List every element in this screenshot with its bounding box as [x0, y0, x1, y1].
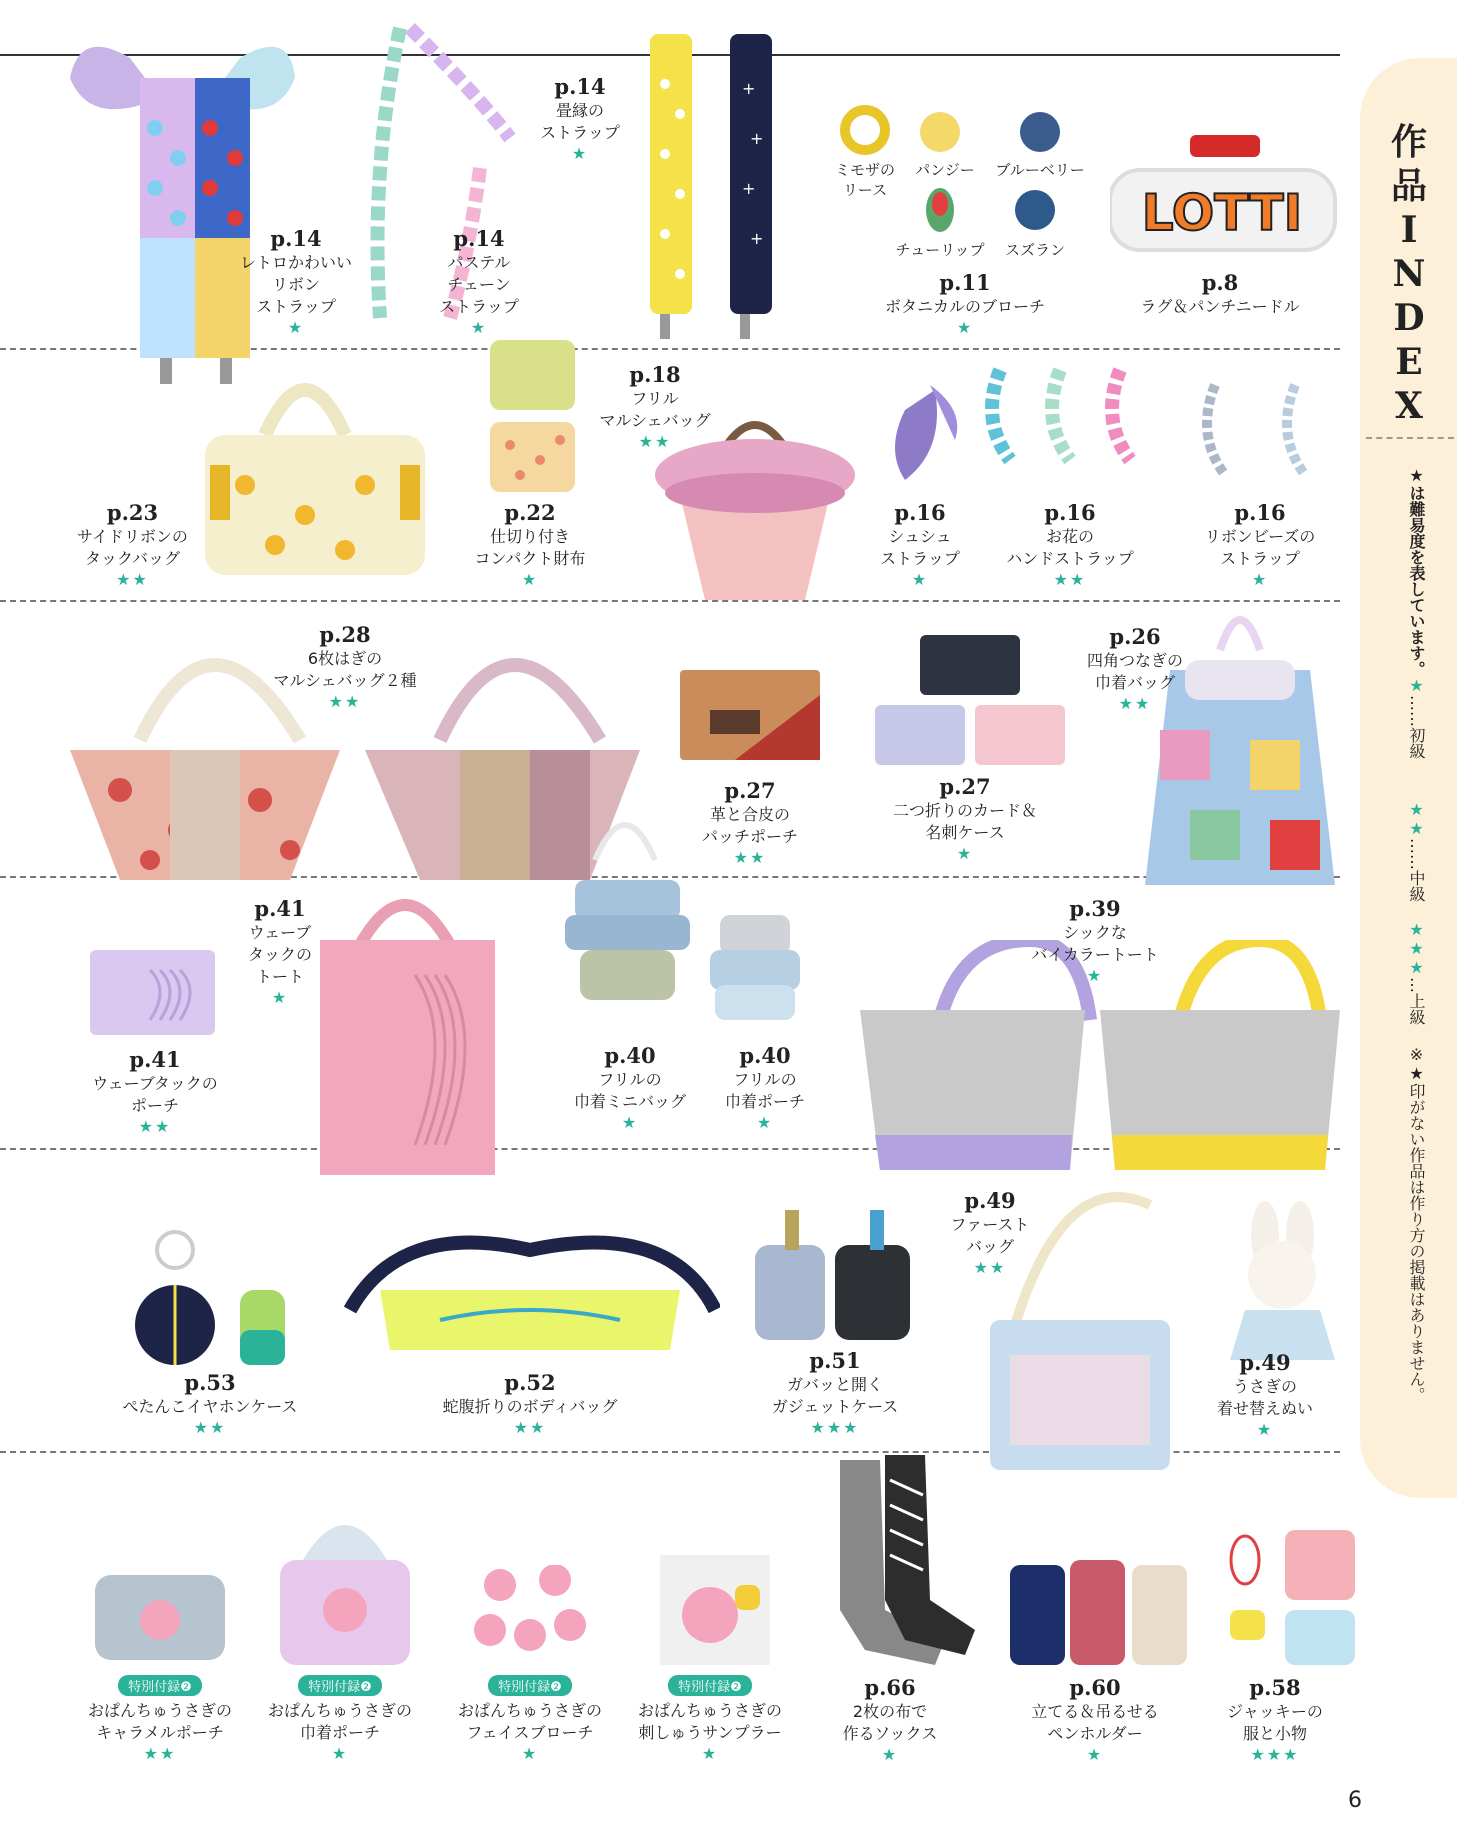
level-advanced: ★★★…上級	[1407, 920, 1426, 1025]
item-title: シックな バイカラートート	[1031, 923, 1159, 964]
card-case-image	[875, 635, 1075, 770]
item-page: p.40	[604, 1043, 656, 1068]
difficulty-stars: ★	[331, 1744, 349, 1763]
difficulty-stars: ★★	[973, 1258, 1007, 1277]
difficulty-stars: ★	[911, 570, 929, 589]
item-compact-wallet[interactable]	[460, 500, 600, 590]
item-drawstring-pouch[interactable]	[260, 1675, 420, 1764]
item-rug-punch-needle[interactable]	[1120, 270, 1320, 318]
item-caramel-pouch[interactable]	[80, 1675, 240, 1764]
brooch-label-blueberry: ブルーベリー	[995, 161, 1085, 179]
difficulty-stars: ★★	[638, 432, 672, 451]
item-page: p.26	[1109, 624, 1161, 649]
item-tatami-strap[interactable]	[528, 74, 632, 164]
difficulty-stars: ★★	[1118, 694, 1152, 713]
level-intermediate: ★★……中級	[1407, 800, 1426, 902]
item-title: フリルの 巾着ポーチ	[724, 1070, 805, 1111]
item-page: p.16	[1044, 500, 1096, 525]
item-embroidery-sampler[interactable]	[625, 1675, 795, 1764]
flower-hand-strap-image	[980, 360, 1160, 500]
difficulty-stars: ★★	[513, 1418, 547, 1437]
ribbon-bead-strap-image	[1195, 375, 1345, 495]
item-title: 革と合皮の パッチポーチ	[701, 805, 798, 846]
item-page: p.41	[129, 1047, 181, 1072]
difficulty-stars: ★	[701, 1744, 719, 1763]
item-title: おぱんちゅうさぎの 巾着ポーチ	[267, 1701, 412, 1742]
item-title: フリル マルシェバッグ	[599, 389, 711, 430]
item-gadget-case[interactable]	[755, 1348, 915, 1438]
item-face-brooch[interactable]	[450, 1675, 610, 1764]
item-page: p.8	[1201, 270, 1239, 295]
item-pen-holder[interactable]	[1010, 1675, 1180, 1765]
pen-holder-image	[1010, 1550, 1190, 1665]
wave-tuck-pouch-image	[90, 950, 220, 1040]
bellows-body-bag-image	[340, 1230, 720, 1360]
item-page: p.14	[554, 74, 606, 99]
difficulty-stars: ★★★	[1250, 1745, 1300, 1764]
two-fabric-socks-image	[825, 1450, 980, 1675]
item-title: おぱんちゅうさぎの キャラメルポーチ	[87, 1701, 232, 1742]
tatami-strap-image	[620, 24, 800, 344]
item-side-ribbon-tuck-bag[interactable]	[65, 500, 200, 590]
item-page: p.41	[254, 896, 306, 921]
item-title: フリルの 巾着ミニバッグ	[573, 1070, 686, 1111]
svg-text:+: +	[742, 179, 756, 198]
item-botanical-brooch[interactable]	[860, 270, 1070, 338]
difficulty-stars: ★	[1086, 966, 1104, 985]
item-title: ボタニカルのブローチ	[884, 297, 1045, 316]
supplement-badge: 特別付録❷	[298, 1675, 382, 1696]
drawstring-pouch-image	[270, 1505, 420, 1670]
difficulty-stars: ★★	[193, 1418, 227, 1437]
item-page: p.14	[270, 226, 322, 251]
item-frill-marche-bag[interactable]	[590, 362, 720, 452]
item-title: おぱんちゅうさぎの フェイスブローチ	[457, 1701, 602, 1742]
frill-drawstring-pouch-image	[700, 915, 810, 1025]
item-page: p.16	[1234, 500, 1286, 525]
item-first-bag[interactable]	[935, 1188, 1045, 1278]
difficulty-stars: ★	[1256, 1420, 1274, 1439]
item-title: ファースト バッグ	[950, 1215, 1030, 1256]
retro-ribbon-strap-image	[60, 18, 300, 398]
difficulty-stars: ★★	[116, 570, 149, 589]
item-page: p.66	[864, 1675, 916, 1700]
item-title: おぱんちゅうさぎの 刺しゅうサンプラー	[637, 1701, 782, 1742]
item-ribbon-bead-strap[interactable]	[1185, 500, 1335, 590]
item-title: 蛇腹折りのボディバッグ	[442, 1397, 618, 1416]
item-card-case[interactable]	[880, 774, 1050, 864]
item-scrunchie-strap[interactable]	[870, 500, 970, 590]
item-title: 二つ折りのカード＆ 名刺ケース	[892, 801, 1037, 842]
item-title: パステル チェーン ストラップ	[439, 253, 519, 316]
item-frill-drawstring-mini-bag[interactable]	[560, 1043, 700, 1133]
difficulty-stars: ★	[470, 318, 488, 337]
difficulty-stars: ★	[521, 570, 539, 589]
difficulty-stars: ★★★	[810, 1418, 860, 1437]
side-ribbon-tuck-bag-image	[195, 345, 435, 585]
difficulty-stars: ★	[571, 144, 589, 163]
item-title: ラグ＆パンチニードル	[1140, 297, 1300, 316]
item-page: p.52	[504, 1370, 556, 1395]
caramel-pouch-image	[95, 1565, 225, 1665]
svg-text:+: +	[750, 229, 764, 248]
difficulty-stars: ★★	[328, 692, 362, 711]
item-page: p.27	[724, 778, 776, 803]
item-page: p.11	[939, 270, 991, 295]
item-title: ウェーブ タックの トート	[247, 923, 312, 986]
frill-drawstring-mini-bag-image	[555, 810, 700, 1010]
item-page: p.53	[184, 1370, 236, 1395]
brooch-label-lily: スズラン	[1004, 241, 1065, 259]
item-page: p.23	[106, 500, 159, 525]
item-retro-ribbon-strap[interactable]	[228, 226, 364, 338]
item-title: お花の ハンドストラップ	[1006, 527, 1134, 568]
item-page: p.27	[939, 774, 991, 799]
item-title: 畳縁の ストラップ	[540, 101, 620, 142]
item-title: 2枚の布で 作るソックス	[842, 1702, 938, 1743]
item-dress-up-bunny[interactable]	[1195, 1350, 1335, 1440]
difficulty-stars: ★	[271, 988, 289, 1007]
item-title: サイドリボンの タックバッグ	[77, 527, 188, 568]
brooch-label-pansy: パンジー	[915, 161, 975, 179]
item-title: レトロかわいい リボン ストラップ	[239, 253, 352, 316]
scrunchie-strap-image	[885, 370, 975, 495]
item-page: p.51	[809, 1348, 861, 1373]
lotti-rug-image	[1110, 130, 1340, 260]
difficulty-stars: ★	[287, 318, 305, 337]
item-square-patch-drawstring-bag[interactable]	[1070, 624, 1200, 714]
item-page: p.22	[504, 500, 556, 525]
item-title: うさぎの 着せ替えぬい	[1216, 1377, 1313, 1418]
difficulty-stars: ★	[1086, 1745, 1104, 1764]
item-page: p.14	[453, 226, 505, 251]
leather-patch-pouch-image	[675, 665, 825, 765]
difficulty-stars: ★	[1251, 570, 1269, 589]
difficulty-stars: ★	[956, 844, 974, 863]
supplement-badge: 特別付録❷	[118, 1675, 202, 1696]
item-title: シュシュ ストラップ	[880, 527, 960, 568]
level-beginner: ★……初級	[1407, 676, 1426, 759]
sidebar-divider	[1366, 437, 1454, 439]
item-title: 6枚はぎの マルシェバッグ２種	[273, 649, 417, 690]
item-page: p.18	[629, 362, 681, 387]
difficulty-stars: ★★	[143, 1744, 177, 1763]
item-wave-tuck-tote[interactable]	[225, 896, 335, 1008]
item-leather-patch-pouch[interactable]	[685, 778, 815, 868]
item-page: p.39	[1069, 896, 1121, 921]
gadget-case-image	[755, 1205, 915, 1345]
dress-up-bunny-image	[1220, 1200, 1350, 1370]
difficulty-stars: ★★	[733, 848, 767, 867]
brooch-label-mimosa: ミモザの リース	[834, 161, 895, 199]
footnote: ※★印がない作品は作り方の掲載はありません。	[1407, 1045, 1426, 1403]
item-flower-hand-strap[interactable]	[995, 500, 1145, 590]
item-title: ぺたんこイヤホンケース	[122, 1397, 298, 1416]
difficulty-stars: ★★	[1053, 570, 1087, 589]
item-title: ジャッキーの 服と小物	[1227, 1702, 1323, 1743]
item-title: 仕切り付き コンパクト財布	[474, 527, 586, 568]
item-flat-earphone-case[interactable]	[100, 1370, 320, 1438]
item-bellows-body-bag[interactable]	[420, 1370, 640, 1438]
item-pastel-chain-strap[interactable]	[422, 226, 536, 338]
difficulty-stars: ★	[621, 1113, 639, 1132]
item-six-panel-marche-bag[interactable]	[260, 622, 430, 712]
difficulty-stars: ★	[521, 1744, 539, 1763]
difficulty-note: ★は難易度を表しています。	[1407, 466, 1426, 677]
item-page: p.49	[1239, 1350, 1291, 1375]
supplement-badge: 特別付録❷	[488, 1675, 572, 1696]
item-title: リボンビーズの ストラップ	[1204, 527, 1316, 568]
item-page: p.58	[1249, 1675, 1301, 1700]
jackie-clothes-image	[1225, 1530, 1365, 1670]
flat-earphone-case-image	[135, 1230, 295, 1370]
item-title: 立てる＆吊るせる ペンホルダー	[1031, 1702, 1159, 1743]
difficulty-stars: ★	[956, 318, 974, 337]
item-jackie-clothes[interactable]	[1210, 1675, 1340, 1765]
item-page: p.49	[964, 1188, 1016, 1213]
rug-text: LOTTI	[1141, 184, 1303, 242]
item-page: p.28	[319, 622, 371, 647]
item-title: ウェーブタックの ポーチ	[92, 1074, 218, 1115]
wave-tuck-tote-image	[315, 885, 500, 1180]
item-page: p.16	[894, 500, 946, 525]
item-frill-drawstring-pouch[interactable]	[705, 1043, 825, 1133]
embroidery-sampler-image	[660, 1555, 770, 1665]
item-page: p.40	[739, 1043, 791, 1068]
svg-text:+: +	[742, 79, 756, 98]
item-two-fabric-socks[interactable]	[825, 1675, 955, 1765]
page-number: 6	[1348, 1788, 1362, 1813]
compact-wallet-image	[485, 340, 585, 510]
difficulty-stars: ★	[756, 1113, 774, 1132]
brooch-label-tulip: チューリップ	[895, 241, 985, 259]
item-page: p.60	[1069, 1675, 1121, 1700]
index-title: 作品INDEX	[1390, 121, 1427, 427]
difficulty-stars: ★★	[138, 1117, 172, 1136]
svg-text:+: +	[750, 129, 764, 148]
face-brooch-image	[470, 1565, 590, 1665]
item-wave-tuck-pouch[interactable]	[80, 1047, 230, 1137]
item-title: ガバッと開く ガジェットケース	[771, 1375, 899, 1416]
item-title: 四角つなぎの 巾着バッグ	[1086, 651, 1183, 692]
difficulty-stars: ★	[881, 1745, 899, 1764]
item-bicolor-tote[interactable]	[1015, 896, 1175, 986]
supplement-badge: 特別付録❷	[668, 1675, 752, 1696]
